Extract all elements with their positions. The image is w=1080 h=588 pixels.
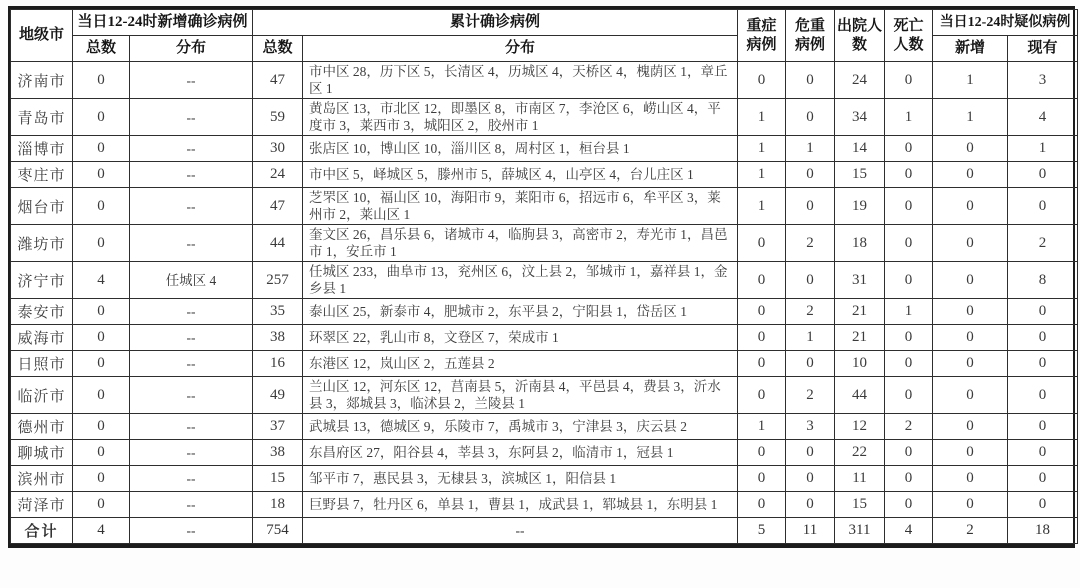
deaths-cell: 0 — [885, 492, 933, 518]
new-total-cell: 0 — [73, 325, 130, 351]
severe-cell: 0 — [738, 440, 786, 466]
cum-dist-cell: 兰山区 12，河东区 12，莒南县 5，沂南县 4，平邑县 4，费县 3，沂水县 3，郯城县 3，临沭县 2，兰陵县 1 — [303, 377, 738, 414]
new-dist-cell: -- — [130, 414, 253, 440]
suspected-new-cell: 0 — [933, 325, 1008, 351]
suspected-existing-cell: 18 — [1008, 518, 1078, 544]
critical-cell: 1 — [786, 136, 835, 162]
suspected-new-cell: 0 — [933, 299, 1008, 325]
suspected-new-cell: 0 — [933, 136, 1008, 162]
header-suspected-existing: 现有 — [1008, 36, 1078, 62]
suspected-new-cell: 2 — [933, 518, 1008, 544]
severe-cell: 0 — [738, 351, 786, 377]
discharged-cell: 11 — [835, 466, 885, 492]
deaths-cell: 0 — [885, 351, 933, 377]
discharged-cell: 22 — [835, 440, 885, 466]
severe-cell: 0 — [738, 62, 786, 99]
discharged-cell: 31 — [835, 262, 885, 299]
cum-total-cell: 49 — [253, 377, 303, 414]
new-dist-cell: -- — [130, 136, 253, 162]
discharged-cell: 10 — [835, 351, 885, 377]
new-total-cell: 0 — [73, 414, 130, 440]
city-cell: 日照市 — [11, 351, 73, 377]
table-row — [11, 377, 1078, 414]
new-total-cell: 0 — [73, 136, 130, 162]
suspected-new-cell: 0 — [933, 162, 1008, 188]
city-cell: 济宁市 — [11, 262, 73, 299]
deaths-cell: 0 — [885, 136, 933, 162]
cum-dist-cell: 张店区 10，博山区 10，淄川区 8，周村区 1，桓台县 1 — [303, 136, 738, 162]
city-cell: 济南市 — [11, 62, 73, 99]
suspected-existing-cell: 0 — [1008, 188, 1078, 225]
deaths-cell: 0 — [885, 162, 933, 188]
deaths-cell: 0 — [885, 262, 933, 299]
deaths-cell: 0 — [885, 325, 933, 351]
table-row — [11, 225, 1078, 262]
city-cell: 威海市 — [11, 325, 73, 351]
table-row — [11, 492, 1078, 518]
discharged-cell: 14 — [835, 136, 885, 162]
stats-table-frame — [8, 6, 1075, 548]
header-cum-total: 总数 — [253, 36, 303, 62]
total-row — [11, 518, 1078, 544]
discharged-cell: 18 — [835, 225, 885, 262]
suspected-new-cell: 0 — [933, 262, 1008, 299]
header-city: 地级市 — [11, 10, 73, 62]
new-dist-cell: -- — [130, 518, 253, 544]
city-cell: 淄博市 — [11, 136, 73, 162]
deaths-cell: 1 — [885, 99, 933, 136]
new-total-cell: 0 — [73, 62, 130, 99]
new-total-cell: 0 — [73, 466, 130, 492]
discharged-cell: 21 — [835, 325, 885, 351]
city-cell: 菏泽市 — [11, 492, 73, 518]
critical-cell: 0 — [786, 440, 835, 466]
suspected-new-cell: 0 — [933, 492, 1008, 518]
critical-cell: 2 — [786, 299, 835, 325]
new-dist-cell: -- — [130, 62, 253, 99]
header-suspected-new: 新增 — [933, 36, 1008, 62]
city-cell: 枣庄市 — [11, 162, 73, 188]
covid-stats-table — [10, 9, 1078, 544]
city-cell: 临沂市 — [11, 377, 73, 414]
header-cum-dist: 分布 — [303, 36, 738, 62]
table-row — [11, 99, 1078, 136]
suspected-existing-cell: 0 — [1008, 162, 1078, 188]
severe-cell: 1 — [738, 188, 786, 225]
suspected-existing-cell: 0 — [1008, 414, 1078, 440]
critical-cell: 0 — [786, 466, 835, 492]
deaths-cell: 0 — [885, 440, 933, 466]
deaths-cell: 0 — [885, 377, 933, 414]
discharged-cell: 24 — [835, 62, 885, 99]
suspected-existing-cell: 0 — [1008, 440, 1078, 466]
table-row — [11, 188, 1078, 225]
suspected-existing-cell: 1 — [1008, 136, 1078, 162]
severe-cell: 0 — [738, 466, 786, 492]
city-cell: 德州市 — [11, 414, 73, 440]
new-dist-cell: -- — [130, 225, 253, 262]
new-dist-cell: -- — [130, 377, 253, 414]
cum-total-cell: 35 — [253, 299, 303, 325]
city-cell: 聊城市 — [11, 440, 73, 466]
new-dist-cell: -- — [130, 188, 253, 225]
suspected-existing-cell: 0 — [1008, 466, 1078, 492]
header-new-dist: 分布 — [130, 36, 253, 62]
new-total-cell: 0 — [73, 377, 130, 414]
cum-total-cell: 59 — [253, 99, 303, 136]
table-row — [11, 414, 1078, 440]
new-total-cell: 0 — [73, 162, 130, 188]
critical-cell: 0 — [786, 99, 835, 136]
header-new-cases-group: 当日12-24时新增确诊病例 — [73, 10, 253, 36]
cum-total-cell: 30 — [253, 136, 303, 162]
suspected-new-cell: 1 — [933, 99, 1008, 136]
cum-dist-cell: -- — [303, 518, 738, 544]
city-cell: 烟台市 — [11, 188, 73, 225]
new-dist-cell: -- — [130, 492, 253, 518]
cum-dist-cell: 黄岛区 13，市北区 12，即墨区 8，市南区 7，李沧区 6，崂山区 4，平度市 3，莱西市 3，城阳区 2，胶州市 1 — [303, 99, 738, 136]
suspected-new-cell: 0 — [933, 466, 1008, 492]
severe-cell: 5 — [738, 518, 786, 544]
new-dist-cell: -- — [130, 162, 253, 188]
suspected-existing-cell: 0 — [1008, 377, 1078, 414]
suspected-existing-cell: 4 — [1008, 99, 1078, 136]
header-suspected-group: 当日12-24时疑似病例 — [933, 10, 1078, 36]
critical-cell: 11 — [786, 518, 835, 544]
suspected-new-cell: 0 — [933, 440, 1008, 466]
header-critical: 危重病例 — [786, 10, 835, 62]
discharged-cell: 15 — [835, 162, 885, 188]
cum-dist-cell: 泰山区 25，新泰市 4，肥城市 2，东平县 2，宁阳县 1，岱岳区 1 — [303, 299, 738, 325]
table-row — [11, 62, 1078, 99]
new-dist-cell: -- — [130, 351, 253, 377]
critical-cell: 2 — [786, 225, 835, 262]
deaths-cell: 4 — [885, 518, 933, 544]
deaths-cell: 2 — [885, 414, 933, 440]
new-dist-cell: -- — [130, 325, 253, 351]
new-dist-cell: -- — [130, 299, 253, 325]
cum-dist-cell: 东港区 12，岚山区 2，五莲县 2 — [303, 351, 738, 377]
severe-cell: 0 — [738, 325, 786, 351]
critical-cell: 1 — [786, 325, 835, 351]
discharged-cell: 44 — [835, 377, 885, 414]
table-row — [11, 325, 1078, 351]
new-total-cell: 0 — [73, 492, 130, 518]
cum-dist-cell: 奎文区 26，昌乐县 6，诸城市 4，临朐县 3，高密市 2，寿光市 1，昌邑市 1，安丘市 1 — [303, 225, 738, 262]
table-row — [11, 351, 1078, 377]
deaths-cell: 0 — [885, 466, 933, 492]
discharged-cell: 19 — [835, 188, 885, 225]
suspected-existing-cell: 0 — [1008, 492, 1078, 518]
critical-cell: 2 — [786, 377, 835, 414]
critical-cell: 0 — [786, 162, 835, 188]
table-row — [11, 440, 1078, 466]
discharged-cell: 311 — [835, 518, 885, 544]
cum-total-cell: 18 — [253, 492, 303, 518]
cum-total-cell: 16 — [253, 351, 303, 377]
critical-cell: 0 — [786, 492, 835, 518]
severe-cell: 0 — [738, 225, 786, 262]
discharged-cell: 34 — [835, 99, 885, 136]
cum-total-cell: 44 — [253, 225, 303, 262]
city-cell: 青岛市 — [11, 99, 73, 136]
cum-dist-cell: 武城县 13，德城区 9，乐陵市 7，禹城市 3，宁津县 3，庆云县 2 — [303, 414, 738, 440]
suspected-new-cell: 0 — [933, 377, 1008, 414]
suspected-new-cell: 0 — [933, 351, 1008, 377]
cum-dist-cell: 巨野县 7，牡丹区 6，单县 1，曹县 1，成武县 1，郓城县 1，东明县 1 — [303, 492, 738, 518]
cum-dist-cell: 任城区 233，曲阜市 13，兖州区 6，汶上县 2，邹城市 1，嘉祥县 1，金乡县 1 — [303, 262, 738, 299]
new-dist-cell: -- — [130, 99, 253, 136]
city-cell: 潍坊市 — [11, 225, 73, 262]
suspected-existing-cell: 2 — [1008, 225, 1078, 262]
table-row — [11, 162, 1078, 188]
suspected-new-cell: 0 — [933, 414, 1008, 440]
cum-total-cell: 47 — [253, 188, 303, 225]
suspected-new-cell: 1 — [933, 62, 1008, 99]
header-severe: 重症病例 — [738, 10, 786, 62]
header-discharged: 出院人数 — [835, 10, 885, 62]
new-total-cell: 0 — [73, 440, 130, 466]
deaths-cell: 1 — [885, 299, 933, 325]
new-dist-cell: -- — [130, 440, 253, 466]
cum-dist-cell: 东昌府区 27，阳谷县 4，莘县 3，东阿县 2，临清市 1，冠县 1 — [303, 440, 738, 466]
deaths-cell: 0 — [885, 62, 933, 99]
cum-total-cell: 754 — [253, 518, 303, 544]
deaths-cell: 0 — [885, 225, 933, 262]
new-total-cell: 0 — [73, 99, 130, 136]
new-total-cell: 0 — [73, 299, 130, 325]
critical-cell: 3 — [786, 414, 835, 440]
new-dist-cell: 任城区 4 — [130, 262, 253, 299]
new-total-cell: 4 — [73, 262, 130, 299]
critical-cell: 0 — [786, 188, 835, 225]
table-row — [11, 262, 1078, 299]
critical-cell: 0 — [786, 262, 835, 299]
discharged-cell: 15 — [835, 492, 885, 518]
severe-cell: 0 — [738, 262, 786, 299]
suspected-new-cell: 0 — [933, 188, 1008, 225]
cum-total-cell: 257 — [253, 262, 303, 299]
city-cell: 滨州市 — [11, 466, 73, 492]
city-cell: 合计 — [11, 518, 73, 544]
cum-total-cell: 15 — [253, 466, 303, 492]
cum-dist-cell: 邹平市 7，惠民县 3，无棣县 3，滨城区 1，阳信县 1 — [303, 466, 738, 492]
suspected-existing-cell: 3 — [1008, 62, 1078, 99]
suspected-existing-cell: 0 — [1008, 325, 1078, 351]
severe-cell: 1 — [738, 136, 786, 162]
cum-total-cell: 38 — [253, 325, 303, 351]
critical-cell: 0 — [786, 351, 835, 377]
table-body — [11, 62, 1078, 544]
new-total-cell: 0 — [73, 351, 130, 377]
suspected-existing-cell: 0 — [1008, 351, 1078, 377]
table-row — [11, 299, 1078, 325]
cum-total-cell: 37 — [253, 414, 303, 440]
cum-dist-cell: 芝罘区 10，福山区 10，海阳市 9，莱阳市 6，招远市 6，牟平区 3，莱州市 2，莱山区 1 — [303, 188, 738, 225]
cum-dist-cell: 环翠区 22，乳山市 8，文登区 7，荣成市 1 — [303, 325, 738, 351]
deaths-cell: 0 — [885, 188, 933, 225]
critical-cell: 0 — [786, 62, 835, 99]
suspected-new-cell: 0 — [933, 225, 1008, 262]
severe-cell: 1 — [738, 162, 786, 188]
table-header — [11, 10, 1078, 62]
severe-cell: 1 — [738, 414, 786, 440]
suspected-existing-cell: 0 — [1008, 299, 1078, 325]
severe-cell: 0 — [738, 492, 786, 518]
new-dist-cell: -- — [130, 466, 253, 492]
severe-cell: 0 — [738, 299, 786, 325]
header-new-total: 总数 — [73, 36, 130, 62]
discharged-cell: 21 — [835, 299, 885, 325]
table-row — [11, 136, 1078, 162]
header-deaths: 死亡人数 — [885, 10, 933, 62]
new-total-cell: 0 — [73, 188, 130, 225]
new-total-cell: 4 — [73, 518, 130, 544]
city-cell: 泰安市 — [11, 299, 73, 325]
table-row — [11, 466, 1078, 492]
cum-total-cell: 38 — [253, 440, 303, 466]
cum-total-cell: 47 — [253, 62, 303, 99]
severe-cell: 0 — [738, 377, 786, 414]
severe-cell: 1 — [738, 99, 786, 136]
new-total-cell: 0 — [73, 225, 130, 262]
discharged-cell: 12 — [835, 414, 885, 440]
header-cumulative-group: 累计确诊病例 — [253, 10, 738, 36]
cum-dist-cell: 市中区 28，历下区 5，长清区 4，历城区 4，天桥区 4，槐荫区 1，章丘区 1 — [303, 62, 738, 99]
cum-total-cell: 24 — [253, 162, 303, 188]
cum-dist-cell: 市中区 5，峄城区 5，滕州市 5，薛城区 4，山亭区 4，台儿庄区 1 — [303, 162, 738, 188]
suspected-existing-cell: 8 — [1008, 262, 1078, 299]
